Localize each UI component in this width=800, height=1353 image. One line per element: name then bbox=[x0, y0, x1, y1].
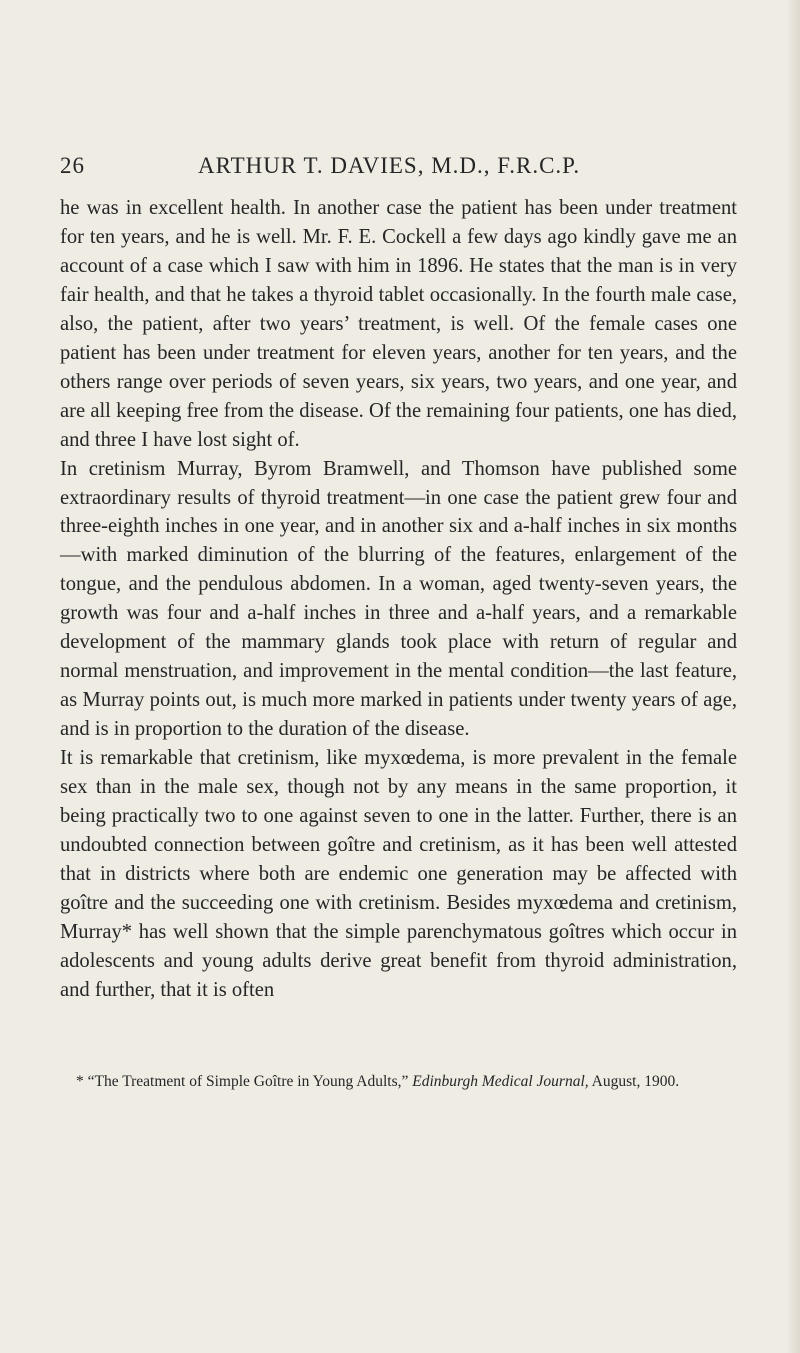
page-edge-shadow bbox=[786, 0, 800, 1353]
footnote-journal: Edinburgh Medical Journal, bbox=[412, 1073, 589, 1090]
footnote bbox=[60, 1073, 737, 1091]
page-number: 26 bbox=[60, 153, 85, 178]
running-head: ARTHUR T. DAVIES, M.D., F.R.C.P. bbox=[198, 153, 581, 178]
paragraph-continuation: he was in excellent health. In another case the patient has been under treatment for ten years, and he is well. Mr. F. E. Cockell a few days ago kindly gave me an account of a case which I saw with him in 1896. He states that the man is in very fair health, and that he takes a thyroid tablet occasionally. In the fourth male case, also, the patient, after two years’ treatment, is well. Of the female cases one patient has been under treatment for eleven years, another for ten years, and the others range over periods of seven years, six years, two years, and one year, and are all keeping free from the disease. Of the remaining four patients, one has died, and three I have lost sight of. bbox=[60, 197, 737, 451]
body-text bbox=[60, 194, 737, 1005]
page-header bbox=[60, 153, 740, 181]
paragraph-cretinism-results: In cretinism Murray, Byrom Bramwell, and Thomson have published some extraordinary results of thyroid treatment—in one case the patient grew four and three-eighth inches in one year, and in another six and a-half inches in six months—with marked diminution of the blurring of the features, enlargement of the tongue, and the pendulous abdomen. In a woman, aged twenty-seven years, the growth was four and a-half inches in three and a-half years, and a remarkable development of the mammary glands took place with return of regular and normal menstruation, and improvement in the mental condition—the last feature, as Murray points out, is much more marked in patients under twenty years of age, and is in proportion to the duration of the disease. bbox=[60, 457, 737, 741]
footnote-marker: * bbox=[76, 1073, 84, 1090]
footnote-date: August, 1900. bbox=[591, 1073, 680, 1090]
paragraph-cretinism-prevalence: It is remarkable that cretinism, like myxœdema, is more prevalent in the female sex than in the male sex, though not by any means in the same proportion, it being practically two to one against seven to one in the latter. Further, there is an undoubted connection between goître and cretinism, as it has been well attested that in districts where both are endemic one generation may be affected with goître and the succeeding one with cretinism. Besides myxœdema and cretinism, Murray* has well shown that the simple parenchymatous goîtres which occur in adolescents and young adults derive great benefit from thyroid administration, and further, that it is often bbox=[60, 747, 737, 1001]
footnote-title: “The Treatment of Simple Goître in Young Adults,” bbox=[87, 1073, 409, 1090]
